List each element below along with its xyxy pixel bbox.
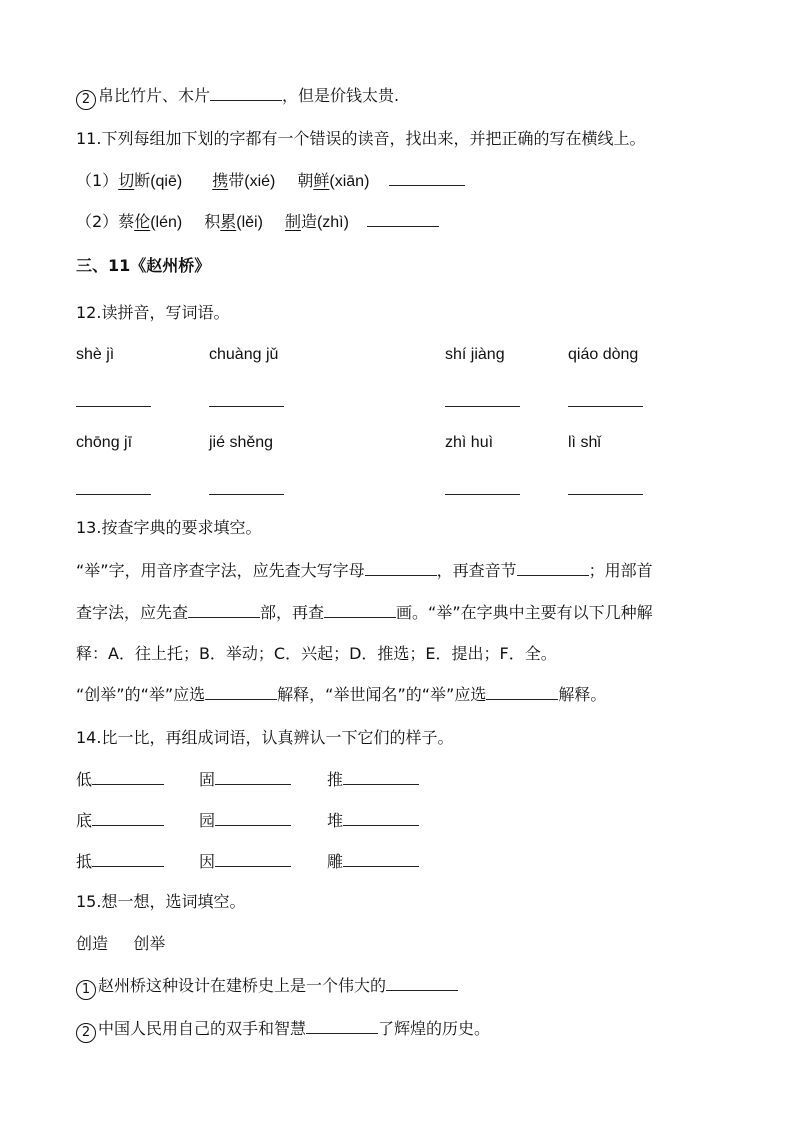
answer-line[interactable] xyxy=(445,406,520,407)
char-blank-item xyxy=(76,851,164,873)
circled-number: 2 xyxy=(76,1023,96,1043)
answer-blank[interactable] xyxy=(343,769,419,785)
answer-blank[interactable] xyxy=(215,810,291,826)
pinyin-item: chuàng jǔ xyxy=(209,346,279,363)
word-char: 朝 xyxy=(297,171,314,190)
char: 底 xyxy=(76,811,93,830)
q15-item-2 xyxy=(76,1018,490,1043)
q15-item-2-tail: 了辉煌的历史。 xyxy=(378,1019,491,1038)
answer-blank[interactable] xyxy=(389,170,465,186)
word-pinyin: (xiān) xyxy=(329,173,370,190)
q10-item-2-text: 帛比竹片、木片 xyxy=(98,86,211,105)
pinyin-item: zhì huì xyxy=(445,434,494,451)
answer-blank[interactable] xyxy=(92,810,164,826)
q13-para-3: 释：A．往上托；B．举动；C．兴起；D．推选；E．提出；F．全。 xyxy=(76,644,557,663)
text: 查字法，应先查 xyxy=(76,603,189,622)
word-pinyin: (lén) xyxy=(150,214,183,231)
text: ，再查音节 xyxy=(436,561,517,580)
word-char: 积 xyxy=(204,212,221,231)
answer-blank[interactable] xyxy=(324,602,396,618)
answer-blank[interactable] xyxy=(188,602,260,618)
char: 堆 xyxy=(327,811,344,830)
pinyin-item: lì shǐ xyxy=(568,434,601,451)
answer-blank[interactable] xyxy=(343,810,419,826)
q10-item-2-tail: ，但是价钱太贵. xyxy=(282,86,400,105)
section-heading: 三、11《赵州桥》 xyxy=(76,256,211,275)
q15-title: 15.想一想，选词填空。 xyxy=(76,892,246,911)
q10-item-2 xyxy=(76,85,399,110)
word-options: 创造 创举 xyxy=(76,934,166,953)
answer-blank[interactable] xyxy=(215,851,291,867)
pinyin-item: chōng jī xyxy=(76,434,133,451)
text: ；用部首 xyxy=(588,561,653,580)
q11-row-2 xyxy=(76,211,439,234)
answer-blank[interactable] xyxy=(205,684,277,700)
answer-line[interactable] xyxy=(209,494,284,495)
q11-title: 11.下列每组加下划的字都有一个错误的读音，找出来，并把正确的写在横线上。 xyxy=(76,129,646,148)
text: 画。“举”在字典中主要有以下几种解 xyxy=(396,603,653,622)
answer-blank[interactable] xyxy=(210,85,282,101)
underlined-char: 制 xyxy=(284,212,301,231)
circled-number: 1 xyxy=(76,980,96,1000)
q15-item-2-text: 中国人民用自己的双手和智慧 xyxy=(98,1019,307,1038)
text: 解释，“举世闻名”的“举”应选 xyxy=(277,685,487,704)
answer-blank[interactable] xyxy=(517,560,589,576)
pinyin-item: shí jiàng xyxy=(445,346,505,363)
underlined-char: 累 xyxy=(220,212,237,231)
q11-row-1 xyxy=(76,170,465,193)
text: 解释。 xyxy=(558,685,607,704)
underlined-char: 携 xyxy=(212,171,229,190)
q11-row-2-label: （2） xyxy=(76,212,119,231)
word-pinyin: 造(zhì) xyxy=(300,214,349,231)
q15-item-1-text: 赵州桥这种设计在建桥史上是一个伟大的 xyxy=(98,976,387,995)
q14-title: 14.比一比，再组成词语，认真辨认一下它们的样子。 xyxy=(76,728,454,747)
char-blank-item xyxy=(199,810,291,832)
char: 因 xyxy=(199,852,216,871)
word-pinyin: (lěi) xyxy=(236,214,263,231)
circled-number: 2 xyxy=(76,90,96,110)
char-blank-item xyxy=(76,810,164,832)
pinyin-item: qiáo dòng xyxy=(568,346,639,363)
q13-title: 13.按查字典的要求填空。 xyxy=(76,518,262,537)
char-blank-item xyxy=(327,851,419,873)
word-pinyin: 带(xié) xyxy=(228,173,276,190)
answer-line[interactable] xyxy=(76,494,151,495)
pinyin-item: jié shěng xyxy=(209,434,274,451)
text: 部，再查 xyxy=(260,603,325,622)
word-char: 蔡 xyxy=(118,212,135,231)
underlined-char: 伦 xyxy=(134,212,151,231)
q11-row-1-label: （1） xyxy=(76,171,119,190)
answer-blank[interactable] xyxy=(92,851,164,867)
text: “举”字，用音序查字法，应先查大写字母 xyxy=(76,561,365,580)
pinyin-item: shè jì xyxy=(76,346,115,363)
answer-line[interactable] xyxy=(445,494,520,495)
q13-para-4 xyxy=(76,684,606,706)
answer-line[interactable] xyxy=(568,494,643,495)
char: 抵 xyxy=(76,852,93,871)
char: 推 xyxy=(327,770,344,789)
q15-item-1 xyxy=(76,975,458,1000)
q13-para-1 xyxy=(76,560,653,582)
char-blank-item xyxy=(76,769,164,791)
answer-line[interactable] xyxy=(76,406,151,407)
answer-line[interactable] xyxy=(209,406,284,407)
answer-blank[interactable] xyxy=(367,211,439,227)
underlined-char: 切 xyxy=(118,171,135,190)
answer-blank[interactable] xyxy=(486,684,558,700)
char-blank-item xyxy=(327,769,419,791)
char: 雕 xyxy=(327,852,344,871)
q12-title: 12.读拼音，写词语。 xyxy=(76,303,230,322)
char: 低 xyxy=(76,770,93,789)
text: “创举”的“举”应选 xyxy=(76,685,206,704)
answer-blank[interactable] xyxy=(306,1018,378,1034)
answer-line[interactable] xyxy=(568,406,643,407)
char: 园 xyxy=(199,811,216,830)
answer-blank[interactable] xyxy=(215,769,291,785)
word-pinyin: 断(qiē) xyxy=(134,173,183,190)
q13-para-2 xyxy=(76,602,653,624)
answer-blank[interactable] xyxy=(365,560,437,576)
answer-blank[interactable] xyxy=(92,769,164,785)
answer-blank[interactable] xyxy=(343,851,419,867)
char-blank-item xyxy=(327,810,419,832)
underlined-char: 鲜 xyxy=(313,171,330,190)
char-blank-item xyxy=(199,769,291,791)
char-blank-item xyxy=(199,851,291,873)
char: 固 xyxy=(199,770,216,789)
answer-blank[interactable] xyxy=(386,975,458,991)
